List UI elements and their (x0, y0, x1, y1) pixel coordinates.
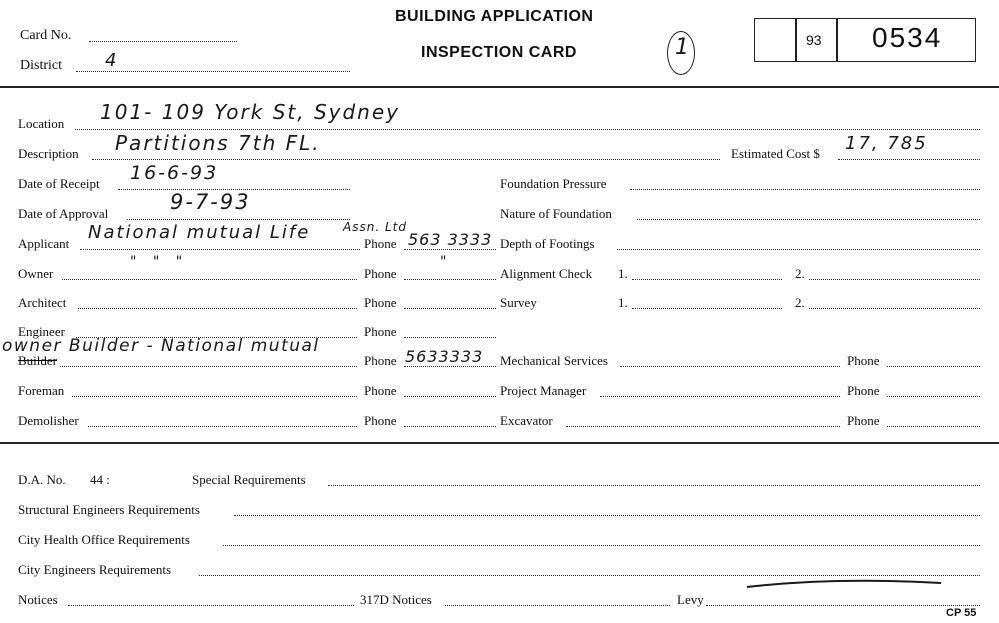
foreman-line[interactable] (72, 396, 357, 397)
excavator-line[interactable] (566, 426, 840, 427)
architect-phone-line[interactable] (404, 308, 496, 309)
mechanical-phone-line[interactable] (887, 366, 980, 367)
excavator-label: Excavator (500, 413, 553, 428)
structural-requirements-line[interactable] (234, 515, 980, 516)
builder-label: Builder (18, 353, 57, 368)
da-no-value[interactable]: 44 : (90, 472, 110, 487)
engineer-phone-label: Phone (364, 324, 397, 339)
estimated-cost-label: Estimated Cost $ (731, 146, 820, 161)
owner-line[interactable] (62, 279, 357, 280)
survey-num1: 1. (618, 295, 628, 310)
owner-value: " " " (130, 254, 189, 270)
builder-value: owner Builder - National mutual (2, 336, 320, 356)
foundation-pressure-label: Foundation Pressure (500, 176, 607, 191)
mechanical-services-label: Mechanical Services (500, 353, 608, 368)
form-code: CP 55 (946, 607, 977, 619)
foreman-label: Foreman (18, 383, 65, 398)
project-manager-line[interactable] (600, 396, 840, 397)
card-no-line[interactable] (89, 41, 237, 42)
builder-line[interactable] (60, 366, 357, 367)
da-no-label: D.A. No. (18, 472, 66, 487)
foreman-phone-label: Phone (364, 383, 397, 398)
special-requirements-line[interactable] (328, 485, 980, 486)
survey-2-line[interactable] (809, 308, 980, 309)
year-field[interactable]: 93 (806, 32, 822, 48)
notices-317d-line[interactable] (445, 605, 670, 606)
location-value: 101- 109 York St, Sydney (100, 100, 400, 124)
box-divider-1 (795, 18, 797, 62)
owner-phone-value: " (440, 254, 449, 270)
alignment-num1: 1. (618, 266, 628, 281)
structural-requirements-label: Structural Engineers Requirements (18, 502, 200, 517)
owner-phone-line[interactable] (404, 279, 496, 280)
survey-1-line[interactable] (632, 308, 782, 309)
applicant-phone-label: Phone (364, 236, 397, 251)
builder-phone-label: Phone (364, 353, 397, 368)
description-value: Partitions 7th FL. (115, 131, 321, 155)
card-no-label: Card No. (20, 28, 72, 43)
owner-label: Owner (18, 266, 54, 281)
engineer-label: Engineer (18, 324, 65, 339)
date-approval-value: 9-7-93 (170, 190, 251, 214)
alignment-num2: 2. (795, 266, 805, 281)
alignment-check-2-line[interactable] (809, 279, 980, 280)
location-line[interactable] (75, 129, 980, 130)
depth-footings-label: Depth of Footings (500, 236, 595, 251)
mechanical-phone-label: Phone (847, 353, 880, 368)
builder-phone-value: 5633333 (405, 347, 484, 366)
estimated-cost-line[interactable] (838, 159, 980, 160)
owner-phone-label: Phone (364, 266, 397, 281)
notices-line[interactable] (68, 605, 354, 606)
health-requirements-line[interactable] (223, 545, 980, 546)
engineer-phone-line[interactable] (404, 337, 496, 338)
levy-line[interactable] (706, 605, 980, 606)
project-manager-label: Project Manager (500, 383, 587, 398)
demolisher-line[interactable] (88, 426, 357, 427)
nature-foundation-label: Nature of Foundation (500, 206, 612, 221)
date-approval-line[interactable] (127, 219, 350, 220)
nature-foundation-line[interactable] (637, 219, 980, 220)
project-manager-phone-label: Phone (847, 383, 880, 398)
foreman-phone-line[interactable] (404, 396, 496, 397)
date-receipt-label: Date of Receipt (18, 176, 100, 191)
foundation-pressure-line[interactable] (630, 189, 980, 190)
applicant-value: National mutual Life (88, 222, 311, 243)
estimated-cost-value: 17, 785 (845, 133, 928, 154)
architect-label: Architect (18, 295, 67, 310)
district-label: District (20, 58, 62, 73)
description-label: Description (18, 146, 79, 161)
levy-label: Levy (677, 592, 704, 607)
applicant-phone-line[interactable] (404, 249, 496, 250)
card-number-field[interactable]: 0534 (872, 22, 943, 53)
applicant-phone-value: 563 3333 (408, 230, 493, 249)
form-title-line1: BUILDING APPLICATION (395, 8, 594, 25)
demolisher-phone-line[interactable] (404, 426, 496, 427)
district-line[interactable] (76, 71, 350, 72)
date-receipt-value: 16-6-93 (130, 162, 219, 184)
alignment-check-1-line[interactable] (632, 279, 782, 280)
survey-label: Survey (500, 295, 537, 310)
fields-rule (0, 442, 999, 444)
survey-num2: 2. (795, 295, 805, 310)
notices-label: Notices (18, 592, 58, 607)
builder-phone-line[interactable] (404, 366, 496, 367)
applicant-line[interactable] (80, 249, 360, 250)
special-requirements-label: Special Requirements (192, 472, 306, 487)
levy-pen-stroke (745, 575, 945, 591)
district-value: 4 (105, 50, 119, 71)
form-title-line2: INSPECTION CARD (421, 44, 577, 61)
excavator-phone-line[interactable] (887, 426, 980, 427)
card-number-box (754, 18, 976, 62)
description-line[interactable] (92, 159, 720, 160)
depth-footings-line[interactable] (617, 249, 980, 250)
applicant-value-2: Assn. Ltd (343, 220, 407, 234)
date-approval-label: Date of Approval (18, 206, 109, 221)
circled-number: 1 (675, 35, 691, 60)
project-manager-phone-line[interactable] (887, 396, 980, 397)
demolisher-label: Demolisher (18, 413, 79, 428)
excavator-phone-label: Phone (847, 413, 880, 428)
location-label: Location (18, 116, 65, 131)
mechanical-services-line[interactable] (620, 366, 840, 367)
header-rule (0, 86, 999, 88)
architect-line[interactable] (78, 308, 357, 309)
alignment-check-label: Alignment Check (500, 266, 593, 281)
applicant-label: Applicant (18, 236, 70, 251)
demolisher-phone-label: Phone (364, 413, 397, 428)
box-divider-2 (836, 18, 838, 62)
city-engineers-requirements-label: City Engineers Requirements (18, 562, 172, 577)
architect-phone-label: Phone (364, 295, 397, 310)
notices-317d-label: 317D Notices (360, 592, 432, 607)
health-requirements-label: City Health Office Requirements (18, 532, 190, 547)
